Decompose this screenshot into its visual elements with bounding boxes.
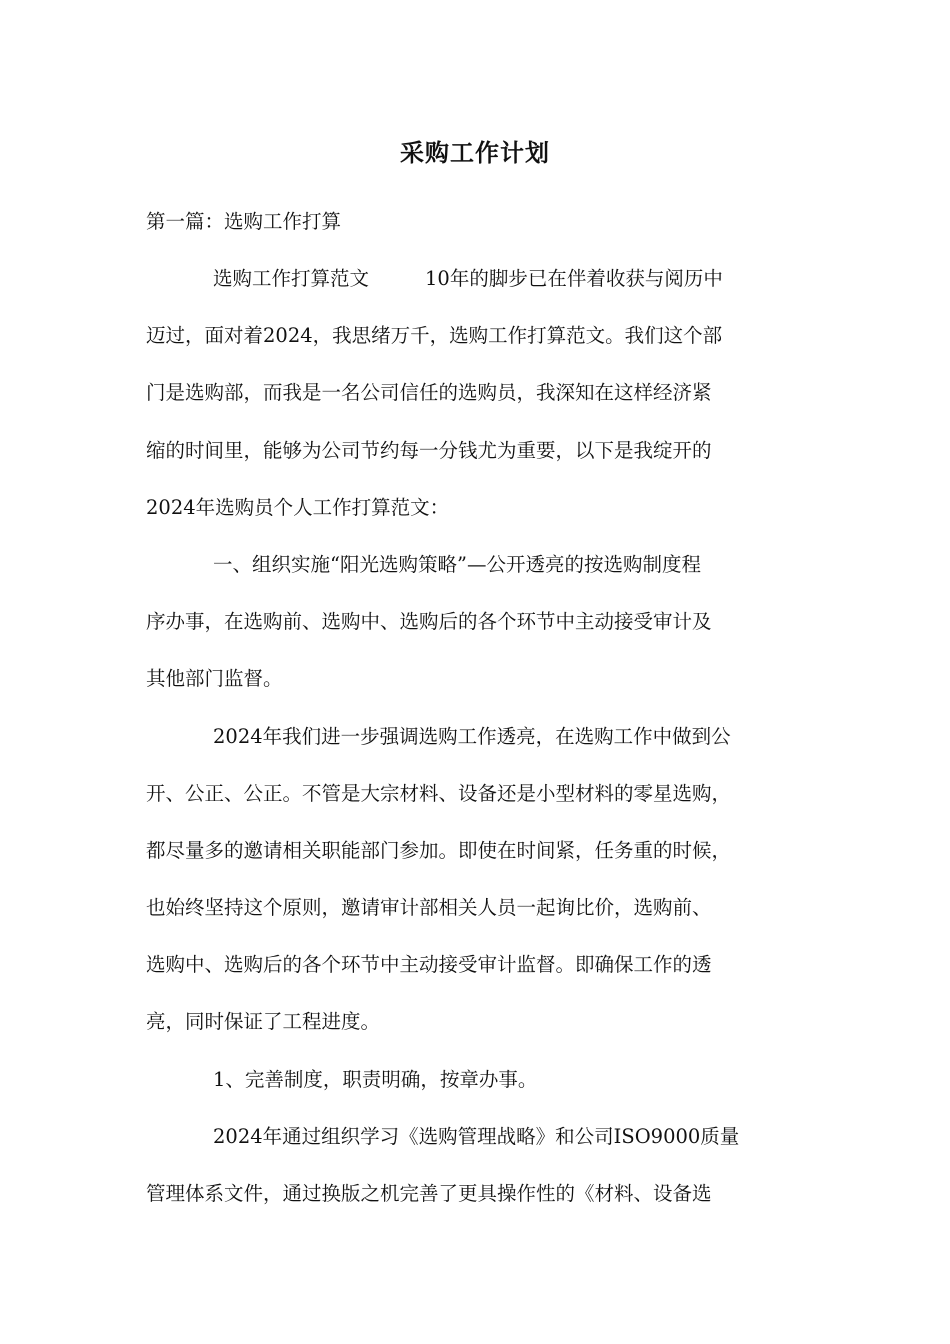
paragraph-line: 选购中、选购后的各个环节中主动接受审计监督。即确保工作的透 <box>146 953 712 977</box>
paragraph-line: 迈过，面对着2024，我思绪万千，选购工作打算范文。我们这个部 <box>146 324 723 348</box>
section-heading: 第一篇：选购工作打算 <box>146 210 342 233</box>
document-title: 采购工作计划 <box>400 138 550 167</box>
paragraph-line: 2024年选购员个人工作打算范文： <box>146 495 450 519</box>
paragraph-line <box>146 262 810 319</box>
paragraph-line: 门是选购部，而我是一名公司信任的选购员，我深知在这样经济紧 <box>146 381 712 405</box>
paragraph-line: 缩的时间里，能够为公司节约每一分钱尤为重要，以下是我绽开的 <box>146 438 712 462</box>
body-text <box>146 262 810 1234</box>
paragraph-line: 开、公正、公正。不管是大宗材料、设备还是小型材料的零星选购， <box>146 781 732 805</box>
paragraph-line: 亮，同时保证了工程进度。 <box>146 1010 381 1034</box>
paragraph-line: 序办事，在选购前、选购中、选购后的各个环节中主动接受审计及 <box>146 610 712 634</box>
paragraph-line: 其他部门监督。 <box>146 667 283 691</box>
paragraph-line: 1、完善制度，职责明确，按章办事。 <box>213 1067 538 1091</box>
paragraph-line: 也始终坚持这个原则，邀请审计部相关人员一起询比价，选购前、 <box>146 896 712 920</box>
paragraph-line: 一、组织实施“阳光选购策略”—公开透亮的按选购制度程 <box>213 552 701 576</box>
paragraph-line-part: 选购工作打算范文 <box>213 267 370 290</box>
paragraph-line: 2024年通过组织学习《选购管理战略》和公司ISO9000质量 <box>213 1124 740 1148</box>
paragraph-line: 2024年我们进一步强调选购工作透亮，在选购工作中做到公 <box>213 724 731 748</box>
paragraph-line-part: 10年的脚步已在伴着收获与阅历中 <box>425 267 723 290</box>
paragraph-line: 都尽量多的邀请相关职能部门参加。即使在时间紧，任务重的时候， <box>146 838 732 862</box>
paragraph-line: 管理体系文件，通过换版之机完善了更具操作性的《材料、设备选 <box>146 1182 712 1205</box>
